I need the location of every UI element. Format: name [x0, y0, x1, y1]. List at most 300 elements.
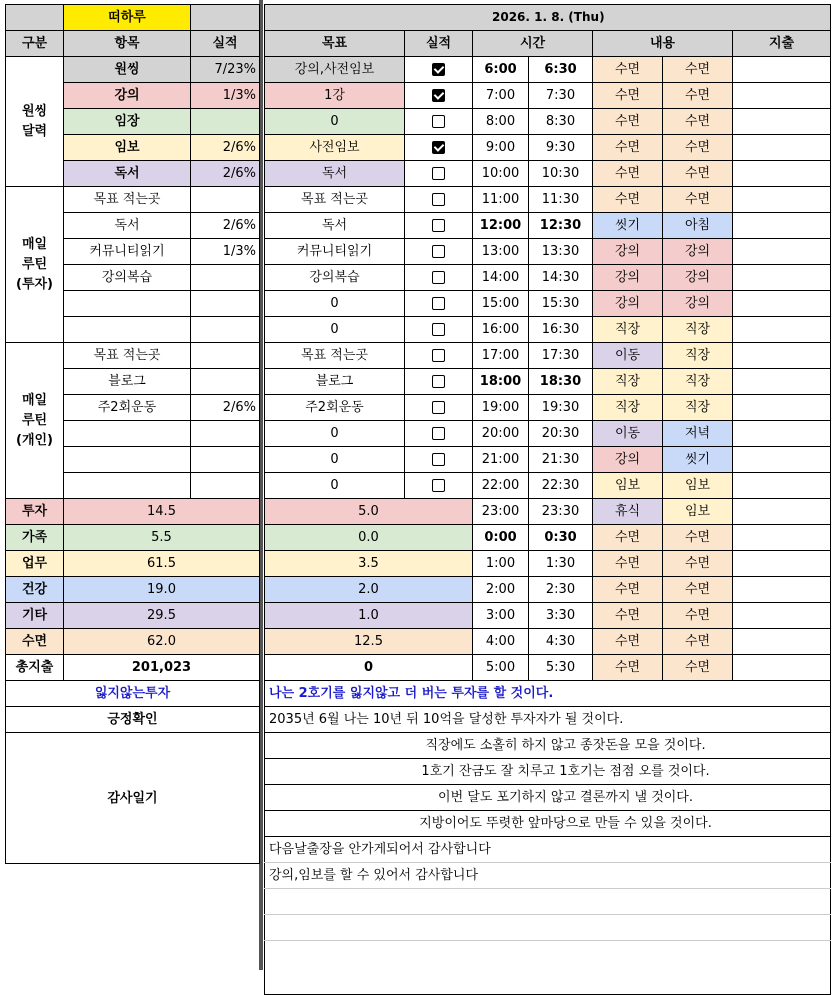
expense-cell[interactable] [733, 57, 831, 83]
schedule-activity[interactable]: 직장 [663, 317, 733, 343]
schedule-activity[interactable]: 수면 [663, 525, 733, 551]
schedule-activity[interactable]: 강의 [593, 291, 663, 317]
schedule-activity[interactable]: 강의 [593, 447, 663, 473]
schedule-end: 8:30 [529, 109, 593, 135]
schedule-activity[interactable]: 직장 [593, 395, 663, 421]
done-cell [405, 57, 473, 83]
expense-cell[interactable] [733, 421, 831, 447]
left-table [5, 4, 260, 864]
schedule-activity[interactable]: 직장 [663, 395, 733, 421]
expense-cell[interactable] [733, 109, 831, 135]
item-name[interactable]: 커뮤니티읽기 [64, 239, 191, 265]
schedule-activity[interactable]: 수면 [593, 161, 663, 187]
schedule-activity[interactable]: 수면 [663, 629, 733, 655]
expense-cell[interactable] [733, 629, 831, 655]
schedule-activity[interactable]: 수면 [593, 57, 663, 83]
goal-cell[interactable]: 독서 [265, 161, 405, 187]
goal-cell[interactable]: 0 [265, 317, 405, 343]
motto-row [265, 681, 831, 707]
schedule-start: 15:00 [473, 291, 529, 317]
expense-cell[interactable] [733, 343, 831, 369]
item-name[interactable]: 임장 [64, 109, 191, 135]
schedule-activity[interactable]: 수면 [663, 83, 733, 109]
category-goal: 0.0 [265, 525, 473, 551]
schedule-start: 1:00 [473, 551, 529, 577]
affirmation-line[interactable]: 지방이어도 뚜렷한 앞마당으로 만들 수 있을 것이다. [265, 811, 831, 837]
expense-cell[interactable] [733, 213, 831, 239]
schedule-end: 15:30 [529, 291, 593, 317]
total-value: 201,023 [64, 655, 260, 681]
item-result [191, 473, 260, 499]
schedule-start: 5:00 [473, 655, 529, 681]
item-result [191, 421, 260, 447]
table-row [265, 317, 831, 343]
schedule-start: 17:00 [473, 343, 529, 369]
schedule-activity[interactable]: 수면 [663, 655, 733, 681]
goal-cell[interactable]: 커뮤니티읽기 [265, 239, 405, 265]
schedule-activity[interactable]: 수면 [593, 83, 663, 109]
item-name[interactable]: 목표 적는곳 [64, 343, 191, 369]
schedule-activity[interactable]: 수면 [593, 525, 663, 551]
list-item [6, 187, 260, 213]
checkbox[interactable] [432, 375, 445, 388]
category-row [265, 629, 831, 655]
schedule-end: 5:30 [529, 655, 593, 681]
table-row [265, 109, 831, 135]
checkbox[interactable] [432, 427, 445, 440]
date-row [265, 5, 831, 31]
checkbox[interactable] [432, 349, 445, 362]
schedule-activity[interactable]: 씻기 [663, 447, 733, 473]
item-result: 2/6% [191, 213, 260, 239]
schedule-start: 3:00 [473, 603, 529, 629]
category-result: 29.5 [64, 603, 260, 629]
goal-cell[interactable]: 0 [265, 421, 405, 447]
goal-cell[interactable]: 0 [265, 473, 405, 499]
motto-label: 잃지않는투자 [6, 681, 260, 707]
item-result [191, 369, 260, 395]
schedule-activity[interactable]: 이동 [593, 343, 663, 369]
schedule-start: 10:00 [473, 161, 529, 187]
goal-cell[interactable]: 0 [265, 447, 405, 473]
table-row [265, 83, 831, 109]
item-result: 1/3% [191, 239, 260, 265]
total-row [265, 655, 831, 681]
schedule-end: 7:30 [529, 83, 593, 109]
schedule-start: 22:00 [473, 473, 529, 499]
category-row [265, 551, 831, 577]
expense-cell[interactable] [733, 655, 831, 681]
schedule-start: 16:00 [473, 317, 529, 343]
schedule-activity[interactable]: 임보 [593, 473, 663, 499]
schedule-end: 18:30 [529, 369, 593, 395]
table-row [265, 57, 831, 83]
schedule-activity[interactable]: 아침 [663, 213, 733, 239]
schedule-start: 8:00 [473, 109, 529, 135]
schedule-activity[interactable]: 이동 [593, 421, 663, 447]
item-result [191, 317, 260, 343]
goal-cell[interactable]: 1강 [265, 83, 405, 109]
goal-cell[interactable]: 강의복습 [265, 265, 405, 291]
category-name: 수면 [6, 629, 64, 655]
affirmation-line[interactable]: 직장에도 소홀히 하지 않고 종잣돈을 모을 것이다. [265, 733, 831, 759]
gratitude-row [265, 915, 831, 941]
schedule-end: 9:30 [529, 135, 593, 161]
gratitude-line[interactable] [265, 941, 831, 995]
total-row [6, 655, 260, 681]
checkbox[interactable] [432, 323, 445, 336]
schedule-end: 4:30 [529, 629, 593, 655]
expense-cell[interactable] [733, 447, 831, 473]
schedule-activity[interactable]: 직장 [663, 369, 733, 395]
done-cell [405, 343, 473, 369]
gratitude-row [265, 889, 831, 915]
schedule-activity[interactable]: 수면 [593, 655, 663, 681]
schedule-start: 18:00 [473, 369, 529, 395]
item-name[interactable]: 원씽 [64, 57, 191, 83]
category-row [6, 525, 260, 551]
expense-cell[interactable] [733, 525, 831, 551]
col-header-time: 시간 [473, 31, 593, 57]
category-result: 62.0 [64, 629, 260, 655]
table-row [265, 369, 831, 395]
schedule-activity[interactable]: 씻기 [593, 213, 663, 239]
affirmation-row [265, 811, 831, 837]
schedule-activity[interactable]: 수면 [593, 603, 663, 629]
table-row [265, 447, 831, 473]
gratitude-label: 감사일기 [6, 733, 260, 864]
schedule-activity[interactable]: 수면 [593, 187, 663, 213]
expense-cell[interactable] [733, 551, 831, 577]
category-goal: 5.0 [265, 499, 473, 525]
list-item [6, 57, 260, 83]
page-title: 떠하루 [64, 5, 191, 31]
schedule-start: 14:00 [473, 265, 529, 291]
col-header-content: 내용 [593, 31, 733, 57]
item-result [191, 343, 260, 369]
item-name[interactable] [64, 317, 191, 343]
checkbox[interactable] [432, 89, 445, 102]
category-row [6, 577, 260, 603]
group-label: 원씽 달력 [6, 57, 64, 187]
category-row [6, 629, 260, 655]
item-name[interactable]: 임보 [64, 135, 191, 161]
total-label: 총지출 [6, 655, 64, 681]
goal-cell[interactable]: 목표 적는곳 [265, 187, 405, 213]
checkbox[interactable] [432, 271, 445, 284]
done-cell [405, 83, 473, 109]
gratitude-line[interactable]: 강의,임보를 할 수 있어서 감사합니다 [265, 863, 831, 889]
affirmation-row [265, 759, 831, 785]
category-row [6, 499, 260, 525]
affirmation-label: 긍정확인 [6, 707, 260, 733]
checkbox[interactable] [432, 479, 445, 492]
expense-cell[interactable] [733, 577, 831, 603]
affirmation-line[interactable]: 이번 달도 포기하지 않고 결론까지 낼 것이다. [265, 785, 831, 811]
expense-cell[interactable] [733, 473, 831, 499]
category-row [6, 603, 260, 629]
gratitude-row [265, 837, 831, 863]
total-goal: 0 [265, 655, 473, 681]
schedule-activity[interactable]: 강의 [663, 291, 733, 317]
schedule-activity[interactable]: 수면 [663, 603, 733, 629]
done-cell [405, 317, 473, 343]
schedule-activity[interactable]: 강의 [593, 239, 663, 265]
category-name: 기타 [6, 603, 64, 629]
table-row [265, 421, 831, 447]
goal-cell[interactable]: 블로그 [265, 369, 405, 395]
category-row [6, 551, 260, 577]
goal-cell[interactable]: 목표 적는곳 [265, 343, 405, 369]
table-row [265, 343, 831, 369]
goal-cell[interactable]: 0 [265, 109, 405, 135]
list-item [6, 343, 260, 369]
affirmation-line[interactable]: 1호기 잔금도 잘 치루고 1호기는 점점 오를 것이다. [265, 759, 831, 785]
goal-cell[interactable]: 독서 [265, 213, 405, 239]
schedule-end: 1:30 [529, 551, 593, 577]
checkbox[interactable] [432, 193, 445, 206]
gratitude-row [265, 941, 831, 995]
item-name[interactable]: 독서 [64, 161, 191, 187]
schedule-activity[interactable]: 수면 [593, 135, 663, 161]
checkbox[interactable] [432, 453, 445, 466]
item-result [191, 187, 260, 213]
goal-cell[interactable]: 강의,사전임보 [265, 57, 405, 83]
schedule-activity[interactable]: 수면 [593, 629, 663, 655]
gratitude-line[interactable]: 다음날출장을 안가게되어서 감사합니다 [265, 837, 831, 863]
done-cell [405, 239, 473, 265]
schedule-start: 20:00 [473, 421, 529, 447]
category-result: 14.5 [64, 499, 260, 525]
checkbox[interactable] [432, 219, 445, 232]
motto-text[interactable]: 나는 2호기를 잃지않고 더 버는 투자를 할 것이다. [265, 681, 831, 707]
table-row [265, 213, 831, 239]
affirmation-row [265, 707, 831, 733]
item-result [191, 265, 260, 291]
expense-cell[interactable] [733, 317, 831, 343]
schedule-end: 0:30 [529, 525, 593, 551]
schedule-end: 2:30 [529, 577, 593, 603]
goal-cell[interactable]: 0 [265, 291, 405, 317]
schedule-activity[interactable]: 저녁 [663, 421, 733, 447]
schedule-start: 11:00 [473, 187, 529, 213]
schedule-activity[interactable]: 수면 [593, 577, 663, 603]
schedule-activity[interactable]: 수면 [663, 161, 733, 187]
table-row [265, 265, 831, 291]
item-name[interactable]: 주2회운동 [64, 395, 191, 421]
done-cell [405, 109, 473, 135]
item-result [191, 291, 260, 317]
done-cell [405, 395, 473, 421]
item-result [191, 447, 260, 473]
schedule-activity[interactable]: 수면 [593, 551, 663, 577]
checkbox[interactable] [432, 401, 445, 414]
left-header-row [6, 31, 260, 57]
expense-cell[interactable] [733, 291, 831, 317]
schedule-start: 7:00 [473, 83, 529, 109]
expense-cell[interactable] [733, 135, 831, 161]
schedule-end: 23:30 [529, 499, 593, 525]
item-name[interactable] [64, 473, 191, 499]
schedule-activity[interactable]: 강의 [663, 239, 733, 265]
affirmation-row [265, 785, 831, 811]
checkbox[interactable] [432, 63, 445, 76]
category-goal: 1.0 [265, 603, 473, 629]
category-name: 업무 [6, 551, 64, 577]
schedule-end: 17:30 [529, 343, 593, 369]
expense-cell[interactable] [733, 161, 831, 187]
col-header-done: 실적 [405, 31, 473, 57]
schedule-activity[interactable]: 수면 [663, 187, 733, 213]
expense-cell[interactable] [733, 239, 831, 265]
affirmation-row [265, 733, 831, 759]
schedule-start: 9:00 [473, 135, 529, 161]
item-result [191, 109, 260, 135]
schedule-activity[interactable]: 임보 [663, 473, 733, 499]
table-row [265, 473, 831, 499]
expense-cell[interactable] [733, 265, 831, 291]
gratitude-row [265, 863, 831, 889]
schedule-activity[interactable]: 수면 [663, 135, 733, 161]
expense-cell[interactable] [733, 187, 831, 213]
category-name: 투자 [6, 499, 64, 525]
expense-cell[interactable] [733, 83, 831, 109]
checkbox[interactable] [432, 297, 445, 310]
schedule-end: 20:30 [529, 421, 593, 447]
item-name[interactable] [64, 421, 191, 447]
group-label: 매일 루틴 (개인) [6, 343, 64, 499]
schedule-end: 21:30 [529, 447, 593, 473]
item-result: 2/6% [191, 135, 260, 161]
done-cell [405, 135, 473, 161]
schedule-activity[interactable]: 직장 [593, 369, 663, 395]
category-result: 19.0 [64, 577, 260, 603]
schedule-activity[interactable]: 수면 [663, 109, 733, 135]
expense-cell[interactable] [733, 499, 831, 525]
checkbox[interactable] [432, 245, 445, 258]
item-name[interactable]: 강의복습 [64, 265, 191, 291]
affirmation-line[interactable]: 2035년 6월 나는 10년 뒤 10억을 달성한 투자자가 될 것이다. [265, 707, 831, 733]
done-cell [405, 291, 473, 317]
expense-cell[interactable] [733, 395, 831, 421]
goal-cell[interactable]: 주2회운동 [265, 395, 405, 421]
schedule-activity[interactable]: 임보 [663, 499, 733, 525]
schedule-end: 14:30 [529, 265, 593, 291]
schedule-activity[interactable]: 직장 [663, 343, 733, 369]
category-goal: 12.5 [265, 629, 473, 655]
date-label: 2026. 1. 8. (Thu) [265, 5, 831, 31]
item-name[interactable]: 독서 [64, 213, 191, 239]
schedule-start: 13:00 [473, 239, 529, 265]
schedule-end: 13:30 [529, 239, 593, 265]
gratitude-line[interactable] [265, 889, 831, 915]
category-result: 5.5 [64, 525, 260, 551]
schedule-activity[interactable]: 수면 [663, 57, 733, 83]
schedule-activity[interactable]: 직장 [593, 317, 663, 343]
item-result: 7/23% [191, 57, 260, 83]
title-row [6, 5, 260, 31]
item-name[interactable] [64, 447, 191, 473]
category-name: 건강 [6, 577, 64, 603]
table-row [265, 291, 831, 317]
gratitude-line[interactable] [265, 915, 831, 941]
done-cell [405, 265, 473, 291]
item-name[interactable]: 강의 [64, 83, 191, 109]
schedule-end: 19:30 [529, 395, 593, 421]
right-table [264, 4, 831, 995]
checkbox[interactable] [432, 167, 445, 180]
item-name[interactable] [64, 291, 191, 317]
checkbox[interactable] [432, 141, 445, 154]
table-row [265, 395, 831, 421]
col-header-goal: 목표 [265, 31, 405, 57]
done-cell [405, 213, 473, 239]
expense-cell[interactable] [733, 603, 831, 629]
done-cell [405, 187, 473, 213]
done-cell [405, 421, 473, 447]
schedule-start: 19:00 [473, 395, 529, 421]
checkbox[interactable] [432, 115, 445, 128]
category-goal: 3.5 [265, 551, 473, 577]
schedule-activity[interactable]: 수면 [593, 109, 663, 135]
schedule-end: 22:30 [529, 473, 593, 499]
item-name[interactable]: 목표 적는곳 [64, 187, 191, 213]
schedule-activity[interactable]: 휴식 [593, 499, 663, 525]
schedule-activity[interactable]: 수면 [663, 577, 733, 603]
expense-cell[interactable] [733, 369, 831, 395]
schedule-activity[interactable]: 수면 [663, 551, 733, 577]
category-row [265, 577, 831, 603]
done-cell [405, 369, 473, 395]
schedule-start: 21:00 [473, 447, 529, 473]
schedule-start: 6:00 [473, 57, 529, 83]
table-row [265, 161, 831, 187]
category-goal: 2.0 [265, 577, 473, 603]
col-header-expense: 지출 [733, 31, 831, 57]
motto-row [6, 681, 260, 707]
table-row [265, 239, 831, 265]
category-name: 가족 [6, 525, 64, 551]
done-cell [405, 447, 473, 473]
left-col-header: 구분 [6, 31, 64, 57]
item-result: 1/3% [191, 83, 260, 109]
schedule-start: 4:00 [473, 629, 529, 655]
schedule-end: 6:30 [529, 57, 593, 83]
schedule-activity[interactable]: 강의 [663, 265, 733, 291]
group-label: 매일 루틴 (투자) [6, 187, 64, 343]
category-row [265, 499, 831, 525]
right-header-row [265, 31, 831, 57]
schedule-end: 16:30 [529, 317, 593, 343]
item-name[interactable]: 블로그 [64, 369, 191, 395]
item-result: 2/6% [191, 161, 260, 187]
schedule-end: 3:30 [529, 603, 593, 629]
schedule-end: 11:30 [529, 187, 593, 213]
left-col-header: 항목 [64, 31, 191, 57]
schedule-start: 23:00 [473, 499, 529, 525]
item-result: 2/6% [191, 395, 260, 421]
schedule-activity[interactable]: 강의 [593, 265, 663, 291]
schedule-start: 12:00 [473, 213, 529, 239]
goal-cell[interactable]: 사전임보 [265, 135, 405, 161]
schedule-end: 12:30 [529, 213, 593, 239]
schedule-end: 10:30 [529, 161, 593, 187]
schedule-start: 0:00 [473, 525, 529, 551]
table-row [265, 135, 831, 161]
category-row [265, 603, 831, 629]
table-row [265, 187, 831, 213]
left-col-header: 실적 [191, 31, 260, 57]
